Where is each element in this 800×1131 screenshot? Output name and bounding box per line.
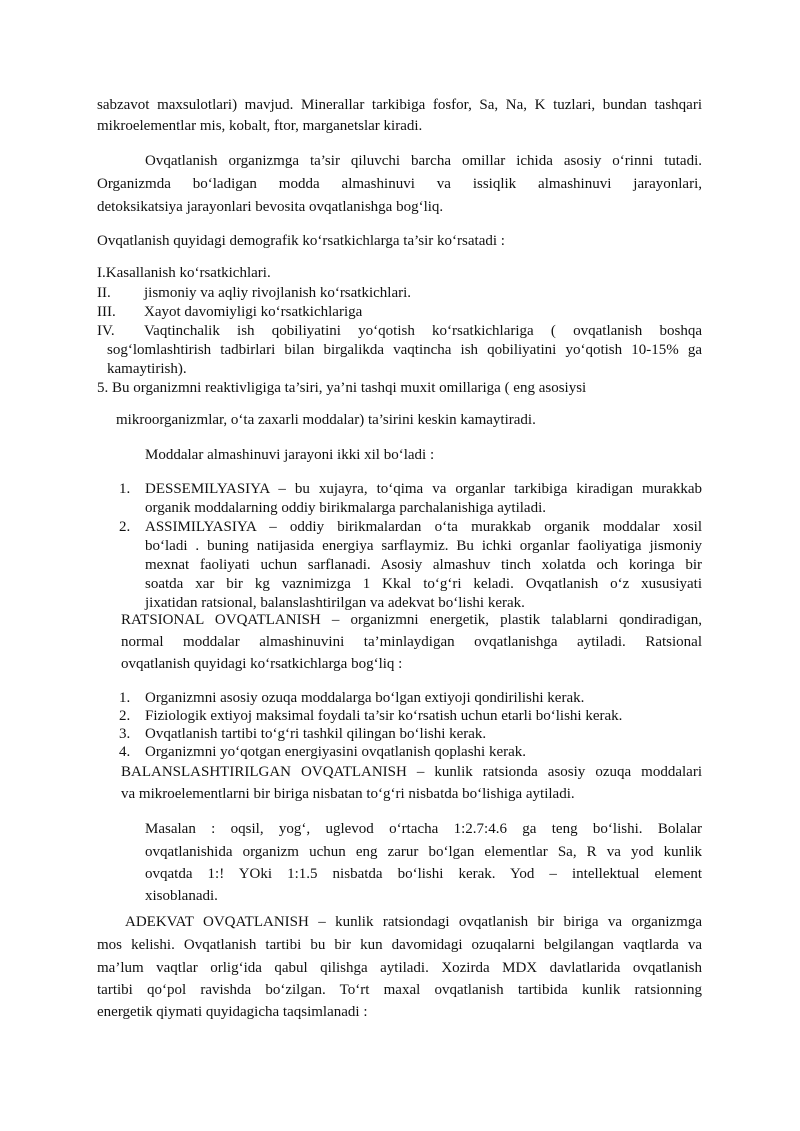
paragraph-line: ovqatlanish quyidagi ko‘rsatkichlarga bog‘liq : (121, 656, 403, 672)
list-number: 3. (119, 726, 131, 742)
list-text: Organizmni asosiy ozuqa moddalarga bo‘lgan extiyoji qondirilishi kerak. (145, 690, 585, 706)
list-item: 5. Bu organizmni reaktivligiga ta’siri, ya’ni tashqi muxit omillariga ( eng asosiysi (97, 380, 587, 396)
list-text: organik moddalarning oddiy birikmalarga parchalanishiga aytiladi. (145, 500, 547, 516)
list-text: sog‘lomlashtirish tadbirlari bilan birgalikda vaqtincha ish qobiliyatini yo‘qotish 10-15% ga (107, 342, 702, 358)
list-number: 4. (119, 744, 131, 760)
list-number: IV. (97, 323, 115, 339)
list-text: Fiziologik extiyoj maksimal foydali ta’sir ko‘rsatish uchun etarli bo‘lishi kerak. (145, 708, 623, 724)
list-text: Kasallanish ko‘rsatkichlari. (105, 265, 271, 281)
list-text: mikroorganizmlar, o‘ta zaxarli moddalar) ta’sirini keskin kamaytiradi. (116, 412, 536, 428)
paragraph-line: tartibi qo‘pol ravishda bo‘zilgan. To‘rt maxal ovqatlanish tartibida kunlik ratsionning (97, 982, 702, 998)
list-text: jixatidan ratsional, balanslashtirilgan va adekvat bo‘lishi kerak. (145, 595, 525, 611)
list-number: III. (97, 304, 116, 320)
paragraph-line: mikroelementlar mis, kobalt, ftor, marganetslar kiradi. (97, 118, 423, 134)
list-text: DESSEMILYASIYA – bu xujayra, to‘qima va organlar tarkibiga kiradigan murakkab (145, 481, 702, 497)
list-text: soatda xar bir kg vaznimizga 1 Kkal to‘g‘ri keladi. Ovqatlanish o‘z xususiyati (145, 576, 702, 592)
list-number: 1. (119, 690, 131, 706)
paragraph-line: va mikroelementlarni bir biriga nisbatan to‘g‘ri nisbatda bo‘lishiga aytiladi. (121, 786, 575, 802)
paragraph-line: mos kelishi. Ovqatlanish tartibi bu bir kun davomidagi ozuqalarni belgilangan vaqtlarda va (97, 937, 702, 953)
paragraph-line: xisoblanadi. (145, 888, 218, 904)
list-text: bo‘ladi . buning natijasida energiya sarflaymiz. Bu ichki organlar faoliyatiga jismoniy (145, 538, 702, 554)
list-text: Vaqtinchalik ish qobiliyatini yo‘qotish ko‘rsatkichlariga ( ovqatlanish boshqa (144, 323, 702, 339)
paragraph-line: sabzavot maxsulotlari) mavjud. Minerallar tarkibiga fosfor, Sa, Na, K tuzlari, bundan tashqari (97, 97, 702, 113)
paragraph-line: RATSIONAL OVQATLANISH – organizmni energetik, plastik talablarni qondiradigan, (121, 612, 702, 628)
list-text: Xayot davomiyligi ko‘rsatkichlariga (144, 304, 363, 320)
paragraph-line: ADEKVAT OVQATLANISH – kunlik ratsiondagi ovqatlanish bir biriga va organizmga (125, 914, 702, 930)
list-text: ASSIMILYASIYA – oddiy birikmalardan o‘ta murakkab organik moddalar xosil (145, 519, 702, 535)
paragraph-line: Moddalar almashinuvi jarayoni ikki xil bo‘ladi : (145, 447, 435, 463)
list-number: I. (97, 265, 106, 281)
list-number: 2. (119, 519, 131, 535)
list-text: Ovqatlanish tartibi to‘g‘ri tashkil qilingan bo‘lishi kerak. (145, 726, 487, 742)
paragraph-line: Organizmda bo‘ladigan modda almashinuvi va issiqlik almashinuvi jarayonlari, (97, 176, 702, 192)
list-number: 1. (119, 481, 131, 497)
paragraph-line: ovqatda 1:! YOki 1:1.5 nisbatda bo‘lishi kerak. Yod – intellektual element (145, 866, 702, 882)
list-text: Organizmni yo‘qotgan energiyasini ovqatlanish qoplashi kerak. (145, 744, 527, 760)
paragraph-line: Ovqatlanish organizmga ta’sir qiluvchi barcha omillar ichida asosiy o‘rinni tutadi. (145, 153, 702, 169)
paragraph-line: energetik qiymati quyidagicha taqsimlanadi : (97, 1004, 368, 1020)
list-item (97, 264, 271, 283)
list-text: kamaytirish). (107, 361, 187, 377)
paragraph-line: ma’lum vaqtlar orlig‘ida qabul qilishga aytiladi. Xozirda MDX davlatlarida ovqatlanish (97, 960, 702, 976)
paragraph-line: Masalan : oqsil, yog‘, uglevod o‘rtacha 1:2.7:4.6 ga teng bo‘lishi. Bolalar (145, 821, 702, 837)
list-number: 2. (119, 708, 131, 724)
list-text: jismoniy va aqliy rivojlanish ko‘rsatkichlari. (144, 285, 412, 301)
list-text: mexnat faoliyati uchun sarflanadi. Asosiy almashuv tinch xolatda och koringa bir (145, 557, 702, 573)
paragraph-line: Ovqatlanish quyidagi demografik ko‘rsatkichlarga ta’sir ko‘rsatadi : (97, 233, 505, 249)
paragraph-line: detoksikatsiya jarayonlari bevosita ovqatlanishga bog‘liq. (97, 199, 444, 215)
paragraph-line: normal moddalar almashinuvini ta’minlaydigan ovqatlanishga aytiladi. Ratsional (121, 634, 702, 650)
paragraph-line: ovqatlanishida organizm uchun eng zarur bo‘lgan elementlar Sa, R va yod kunlik (145, 844, 702, 860)
list-number: II. (97, 285, 111, 301)
paragraph-line: BALANSLASHTIRILGAN OVQATLANISH – kunlik ratsionda asosiy ozuqa moddalari (121, 764, 702, 780)
